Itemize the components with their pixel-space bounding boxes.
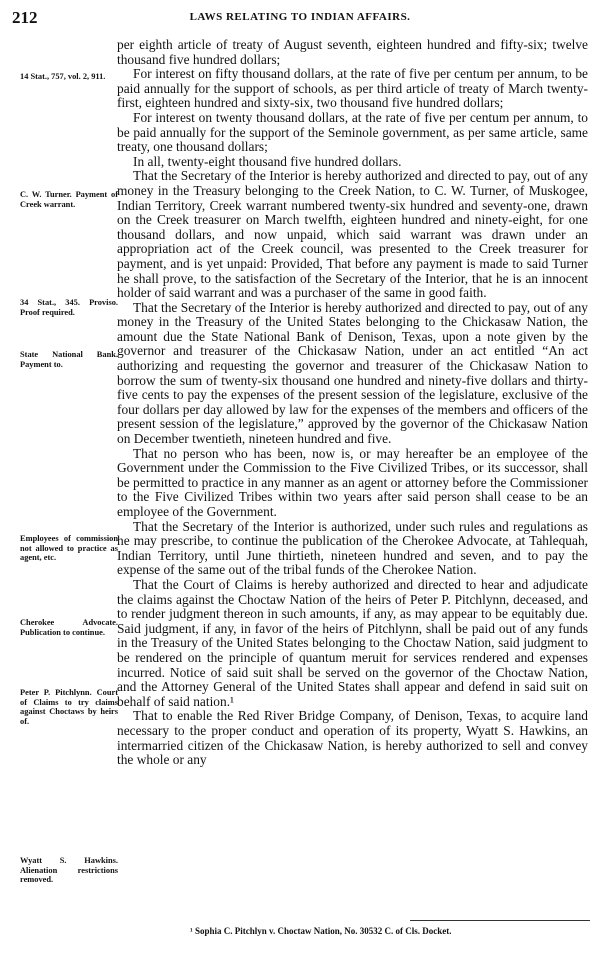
running-head: LAWS RELATING TO INDIAN AFFAIRS.: [189, 11, 411, 23]
page-number: 212: [12, 8, 38, 27]
paragraph: per eighth article of treaty of August seventh, eighteen hundred and fifty-six; twelve thousand five hundred dollars;: [117, 37, 588, 67]
page-body: [0, 38, 600, 918]
page-header: [12, 8, 588, 32]
margin-note-employees: Employees of commission not allowed to practice as agent, etc.: [20, 534, 118, 562]
margin-note-cherokee-advocate: Cherokee Advocate. Publication to continue.: [20, 618, 118, 637]
margin-note-proviso: 34 Stat., 345. Proviso. Proof required.: [20, 298, 118, 317]
margin-note-turner: C. W. Turner. Payment of Creek warrant.: [20, 190, 118, 209]
paragraph: In all, twenty-eight thousand five hundred dollars.: [133, 153, 402, 169]
margin-note-state-national-bank: State National Bank. Payment to.: [20, 350, 118, 369]
paragraph: For interest on twenty thousand dollars, at the rate of five per centum per annum, to be paid annually for the support of the Seminole government, as per same article, same treaty, one thousand dollars;: [117, 109, 588, 155]
paragraph: That the Secretary of the Interior is hereby authorized and directed to pay, out of any money in the Treasury of the United States belonging to the Chickasaw Nation, the amount due the State National Bank of Denison, Texas, upon a note given by the governor and treasurer of the Chickasaw Nation, under an act entitled “An act authorizing and requesting the governor and treasurer of the Chickasaw Nation to borrow the sum of twenty-six thousand one hundred and ninety-five dollars and thirty-five cents to pay the expenses of the present session of the legislature, exclusive of the four dollars per day allowed by law for the expenses of the members and officers of the present session of the legislature,” approved by the governor of the Chickasaw Nation on December twentieth, nineteen hundred and five.: [117, 299, 588, 447]
margin-note-stat-757: 14 Stat., 757, vol. 2, 911.: [20, 72, 106, 81]
paragraph: That the Court of Claims is hereby authorized and directed to hear and adjudicate the claims against the Choctaw Nation of the heirs of Peter P. Pitchlynn, deceased, and to render judgment thereon in such amounts, if any, as may appear to be equitably due. Said judgment, if any, in favor of the heirs of Pitchlynn, shall be paid out of any funds in the Treasury of the United States belonging to the Choctaw Nation, said judgment to be rendered on the principle of quantum meruit for services rendered and expenses incurred. Notice of said suit shall be served on the governor of the Choctaw Nation, and the Attorney General of the United States shall appear and defend in said suit on behalf of said nation.¹: [117, 576, 588, 709]
main-text: [117, 38, 588, 768]
footnote-rule: [410, 920, 590, 921]
margin-notes: [20, 38, 118, 918]
paragraph: For interest on fifty thousand dollars, at the rate of five per centum per annum, to be paid annually for the support of schools, as per third article of treaty of March twenty-first, eighteen hundred and sixty-six, two thousand five hundred dollars;: [117, 66, 588, 111]
paragraph: That the Secretary of the Interior is hereby authorized and directed to pay, out of any money in the Treasury belonging to the Creek Nation, to C. W. Turner, of Muskogee, Indian Territory, Creek warrant numbered twenty-six hundred and seventy-one, drawn on the Creek treasurer on March twelfth, eighteen hundred and ninety-eight, for one thousand dollars, and now unpaid, which said warrant was drawn under an appropriation act of the Creek council, was presented to the Creek treasurer for payment, and is yet unpaid: Provided, That before any payment is made to said Turner he shall prove, to the satisfaction of the Secretary of the Interior, that he is an innocent holder of said warrant and was a purchaser of the same in good faith.: [117, 168, 588, 301]
paragraph: That no person who has been, now is, or may hereafter be an employee of the Government under the Commission to the Five Civilized Tribes, or its successor, shall be permitted to practice in any manner as an agent or attorney before the Commissioner to the Five Civilized Tribes within two years after said person shall cease to be an employee of the Government.: [117, 445, 588, 519]
paragraph: That the Secretary of the Interior is authorized, under such rules and regulations as he may prescribe, to continue the publication of the Cherokee Advocate, at Tahlequah, Indian Territory, until June thirtieth, nineteen hundred and seven, and to pay the expense of the same out of the tribal funds of the Cherokee Nation.: [117, 518, 588, 578]
margin-note-hawkins: Wyatt S. Hawkins. Alienation restrictions removed.: [20, 856, 118, 884]
paragraph: That to enable the Red River Bridge Company, of Denison, Texas, to acquire land necessary to the proper conduct and operation of its property, Wyatt S. Hawkins, an intermarried citizen of the Chickasaw Nation, is hereby authorized to sell and convey the whole or any: [117, 708, 588, 768]
footnote: ¹ Sophia C. Pitchlyn v. Choctaw Nation, No. 30532 C. of Cls. Docket.: [190, 926, 452, 936]
margin-note-pitchlynn: Peter P. Pitchlynn. Court of Claims to try claims against Choctaws by heirs of.: [20, 688, 118, 726]
